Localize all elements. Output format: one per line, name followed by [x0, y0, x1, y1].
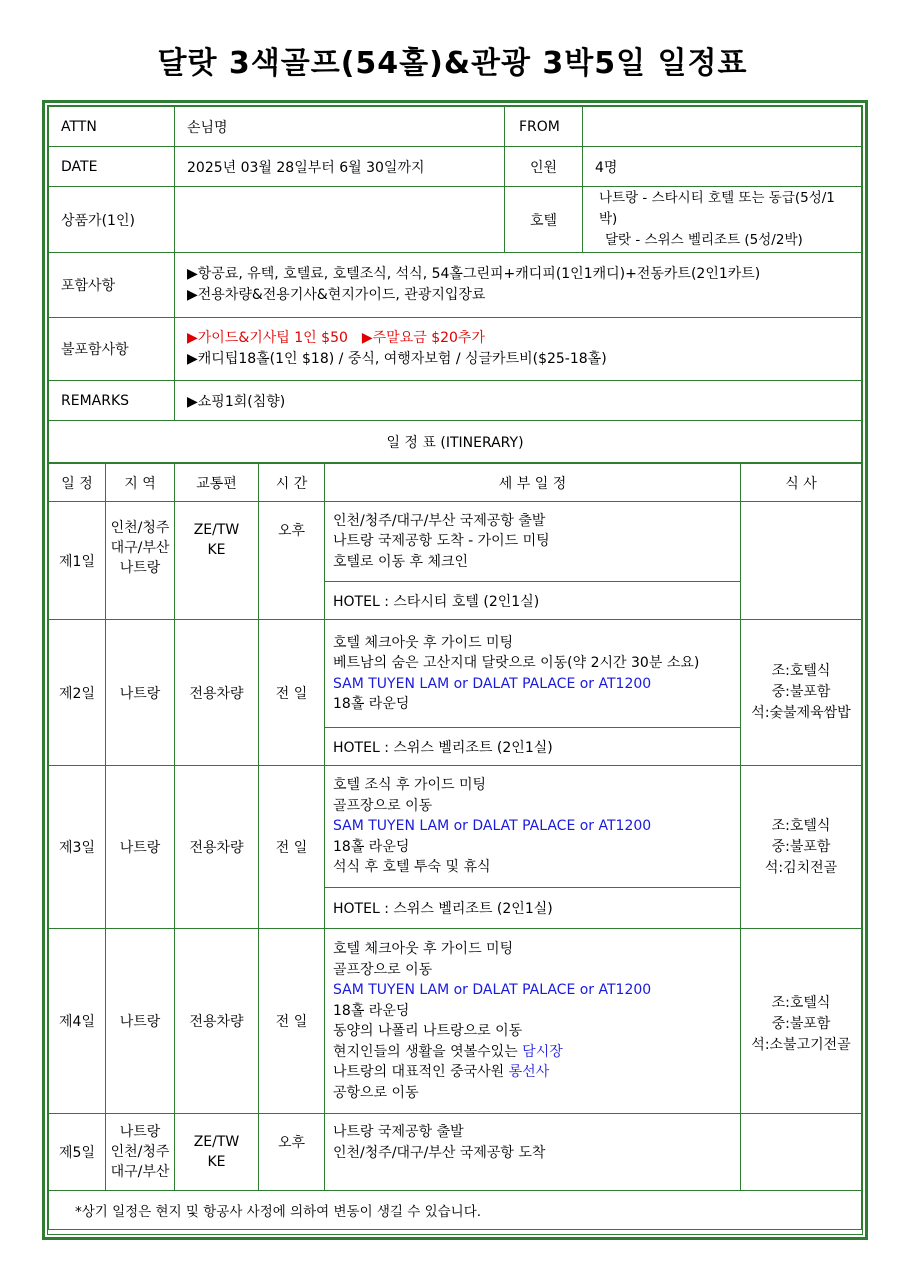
header-day: 일 정 [49, 464, 106, 502]
itinerary-title: 일 정 표 (ITINERARY) [49, 421, 862, 463]
info-table [48, 106, 862, 463]
transport-line: ZE/TW [193, 1134, 240, 1150]
region-line: 나트랑 [119, 1124, 161, 1140]
detail-line-market [333, 1042, 732, 1063]
detail-line: 나트랑 국제공항 도착 - 가이드 미팅 [333, 533, 550, 550]
region-line: 인천/청주 [110, 1144, 170, 1160]
detail-line: 석식 후 호텔 투숙 및 휴식 [333, 859, 491, 876]
day-time: 오후 [259, 502, 325, 620]
date-value: 2025년 03월 28일부터 6월 30일까지 [175, 147, 505, 187]
detail-line: 골프장으로 이동 [333, 961, 433, 978]
detail-line: 호텔로 이동 후 체크인 [333, 553, 469, 570]
meal-dinner: 석:숯불제육쌈밥 [751, 705, 851, 721]
day-row [49, 620, 862, 728]
golf-course-line: SAM TUYEN LAM or DALAT PALACE or AT1200 [333, 818, 652, 835]
header-meal: 식 사 [741, 464, 862, 502]
people-label: 인원 [505, 147, 583, 187]
temple-name: 롱선사 [508, 1064, 550, 1080]
detail-line: 18홀 라운딩 [333, 838, 410, 855]
transport-line: KE [207, 1154, 226, 1170]
detail-line: 동양의 나폴리 나트랑으로 이동 [333, 1023, 523, 1039]
detail-line: 18홀 라운딩 [333, 1002, 410, 1019]
day-hotel: HOTEL : 스위스 벨리조트 (2인1실) [325, 888, 741, 929]
detail-line: 호텔 조식 후 가이드 미팅 [333, 777, 487, 794]
market-text: 현지인들의 생활을 엿볼수있는 [333, 1043, 523, 1060]
region-line: 대구/부산 [110, 1164, 170, 1180]
day-detail [325, 766, 741, 888]
day-region: 나트랑 [106, 766, 175, 929]
day-label: 제3일 [49, 766, 106, 929]
exclude-line: ▶캐디팁18홀(1인 $18) / 중식, 여행자보험 / 싱글카트비($25-18홀) [187, 351, 607, 367]
day-hotel: HOTEL : 스타시티 호텔 (2인1실) [325, 582, 741, 620]
detail-line: 베트남의 숨은 고산지대 달랏으로 이동(약 2시간 30분 소요) [333, 655, 700, 671]
header-time: 시 간 [259, 464, 325, 502]
day-detail [325, 929, 741, 1114]
day-meal [741, 620, 862, 766]
header-region: 지 역 [106, 464, 175, 502]
exclude-value [175, 318, 862, 381]
golf-course-line: SAM TUYEN LAM or DALAT PALACE or AT1200 [333, 675, 652, 692]
include-label: 포함사항 [49, 253, 175, 318]
temple-text: 나트랑의 대표적인 중국사원 [333, 1064, 509, 1080]
meal-breakfast: 조:호텔식 [771, 817, 831, 834]
hotel-value [583, 187, 862, 253]
document-inner-frame [47, 105, 863, 1235]
day-row [49, 929, 862, 1114]
include-value [175, 253, 862, 318]
day-transport: 전용차량 [175, 766, 259, 929]
include-line: ▶전용차량&전용기사&현지가이드, 관광지입장료 [187, 287, 486, 303]
meal-breakfast: 조:호텔식 [771, 663, 831, 679]
day-hotel: HOTEL : 스위스 벨리조트 (2인1실) [325, 728, 741, 766]
meal-lunch: 중:불포함 [771, 1016, 831, 1032]
day-region: 나트랑 [106, 929, 175, 1114]
itinerary-table [48, 463, 862, 1230]
date-label: DATE [49, 147, 175, 187]
day-row [49, 766, 862, 888]
remarks-value: ▶쇼핑1회(침향) [175, 381, 862, 421]
golf-course-line: SAM TUYEN LAM or DALAT PALACE or AT1200 [333, 982, 652, 998]
day-detail [325, 1114, 741, 1191]
day-time: 전 일 [259, 620, 325, 766]
market-name: 담시장 [522, 1043, 563, 1060]
day-label: 제4일 [49, 929, 106, 1114]
footnote: *상기 일정은 현지 및 항공사 사정에 의하여 변동이 생길 수 있습니다. [49, 1191, 862, 1230]
day-time: 오후 [259, 1114, 325, 1191]
transport-line: KE [207, 542, 226, 558]
day-label: 제1일 [49, 502, 106, 620]
day-transport [175, 502, 259, 620]
attn-value: 손님명 [175, 107, 505, 147]
exclude-tips-line: ▶가이드&기사팁 1인 $50 ▶주말요금 $20추가 [187, 330, 485, 346]
header-detail: 세 부 일 정 [325, 464, 741, 502]
day-meal [741, 929, 862, 1114]
day-detail [325, 502, 741, 582]
day-detail [325, 620, 741, 728]
detail-line: 18홀 라운딩 [333, 696, 410, 712]
detail-line: 공항으로 이동 [333, 1084, 419, 1101]
price-label: 상품가(1인) [49, 187, 175, 253]
day-meal [741, 1114, 862, 1191]
day-label: 제5일 [49, 1114, 106, 1191]
region-line: 나트랑 [119, 560, 161, 576]
remarks-label: REMARKS [49, 381, 175, 421]
day-region [106, 502, 175, 620]
detail-line: 나트랑 국제공항 출발 [333, 1124, 464, 1140]
day-region [106, 1114, 175, 1191]
detail-line: 호텔 체크아웃 후 가이드 미팅 [333, 941, 514, 957]
day-label: 제2일 [49, 620, 106, 766]
include-line: ▶항공료, 유텍, 호텔료, 호텔조식, 석식, 54홀그린피+캐디피(1인1캐디)+전동카트(2인1카트) [187, 266, 761, 282]
from-value [583, 107, 862, 147]
day-row [49, 502, 862, 582]
region-line: 인천/청주 [110, 520, 170, 536]
transport-line: ZE/TW [193, 522, 240, 538]
day-time: 전 일 [259, 929, 325, 1114]
hotel-line-nhatrang: 나트랑 - 스타시티 호텔 또는 동급(5성/1박) [599, 190, 835, 227]
meal-lunch: 중:불포함 [771, 684, 831, 700]
from-label: FROM [505, 107, 583, 147]
attn-label: ATTN [49, 107, 175, 147]
day-meal [741, 502, 862, 620]
detail-line: 호텔 체크아웃 후 가이드 미팅 [333, 634, 514, 651]
day-region: 나트랑 [106, 620, 175, 766]
document-frame [42, 100, 868, 1240]
page-title: 달랏 3색골프(54홀)&관광 3박5일 일정표 [157, 46, 748, 81]
meal-breakfast: 조:호텔식 [771, 995, 831, 1011]
hotel-line-dalat: 달랏 - 스위스 벨리조트 (5성/2박) [605, 232, 803, 248]
meal-dinner: 석:소불고기전골 [751, 1037, 851, 1053]
day-transport: 전용차량 [175, 620, 259, 766]
day-time: 전 일 [259, 766, 325, 929]
detail-line: 인천/청주/대구/부산 국제공항 출발 [333, 512, 546, 529]
hotel-label: 호텔 [505, 187, 583, 253]
detail-line: 골프장으로 이동 [333, 797, 433, 814]
header-transport: 교통편 [175, 464, 259, 502]
day-transport [175, 1114, 259, 1191]
exclude-label: 불포함사항 [49, 318, 175, 381]
day-meal [741, 766, 862, 929]
people-value: 4명 [583, 147, 862, 187]
detail-line: 인천/청주/대구/부산 국제공항 도착 [333, 1144, 546, 1161]
day-row [49, 1114, 862, 1191]
price-value [175, 187, 505, 253]
day-transport: 전용차량 [175, 929, 259, 1114]
region-line: 대구/부산 [110, 540, 170, 556]
meal-dinner: 석:김치전골 [764, 859, 838, 876]
meal-lunch: 중:불포함 [771, 838, 831, 855]
detail-line-temple [333, 1062, 732, 1083]
